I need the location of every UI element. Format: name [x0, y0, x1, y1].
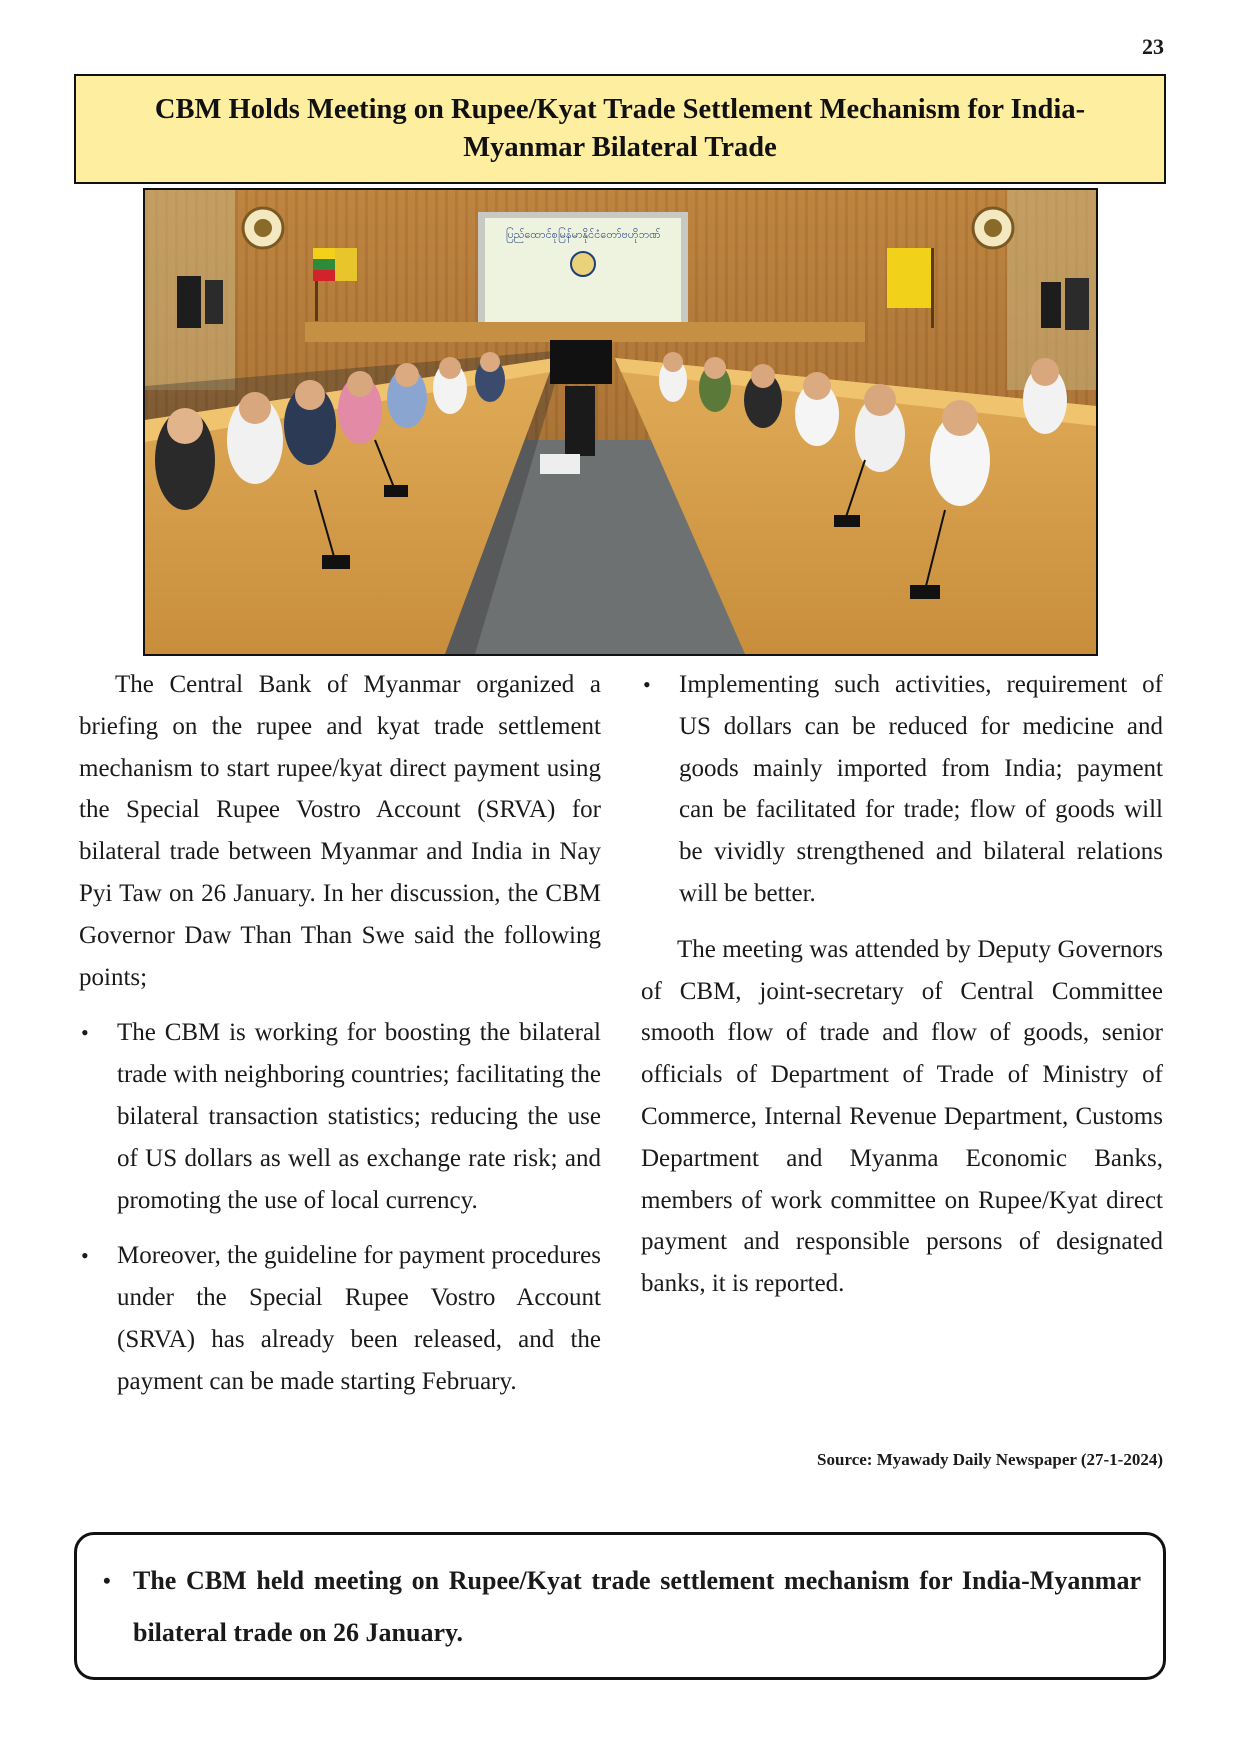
- right-bullet-list: [641, 664, 1163, 915]
- title-banner: [74, 74, 1166, 184]
- bullet-icon: •: [81, 1020, 89, 1046]
- bullet-text: Implementing such activities, requirement of US dollars can be reduced for medicine and goods mainly imported from India; payment can be facilitated for trade; flow of goods will be vividly strengthened and bilateral relations will be better.: [679, 671, 1163, 907]
- highlight-text: The CBM held meeting on Rupee/Kyat trade settlement mechanism for India-Myanmar bilateral trade on 26 January.: [133, 1566, 1141, 1647]
- article-title: CBM Holds Meeting on Rupee/Kyat Trade Settlement Mechanism for India-Myanmar Bilateral Trade: [154, 94, 1086, 163]
- highlight-box: [74, 1532, 1166, 1680]
- monitor: [550, 340, 612, 384]
- head-table: [305, 322, 865, 342]
- bullet-icon: •: [81, 1243, 89, 1269]
- projector: [540, 454, 580, 474]
- right-column: [641, 664, 1163, 1319]
- meeting-photo: [143, 188, 1098, 656]
- highlight-list: [97, 1555, 1141, 1659]
- speaker-right: [1041, 282, 1061, 328]
- highlight-item: [97, 1555, 1141, 1659]
- speaker-left: [177, 276, 201, 328]
- screen-logo-icon: [571, 252, 595, 276]
- bullet-text: Moreover, the guideline for payment procedures under the Special Rupee Vostro Account (SRVA) has already been released, and the payment can be made starting February.: [117, 1242, 601, 1395]
- list-item: [641, 664, 1163, 915]
- intro-paragraph: The Central Bank of Myanmar organized a briefing on the rupee and kyat trade settlement mechanism to start rupee/kyat direct payment using the Special Rupee Vostro Account (SRVA) for bilateral trade between Myanmar and India in Nay Pyi Taw on 26 January. In her discussion, the CBM Governor Daw Than Than Swe said the following points;: [79, 671, 601, 991]
- list-item: [79, 1235, 601, 1402]
- bullet-icon: •: [643, 672, 651, 697]
- closing-paragraph: The meeting was attended by Deputy Governors of CBM, joint-secretary of Central Committee smooth flow of trade and flow of goods, senior officials of Department of Trade of Ministry of Commerce, Internal Revenue Department, Customs Department and Myanma Economic Banks, members of work committee on Rupee/Kyat direct payment and responsible persons of designated banks, it is reported.: [641, 935, 1163, 1298]
- meeting-room-illustration: [145, 190, 1096, 654]
- left-column: [79, 664, 601, 1417]
- bullet-text: The CBM is working for boosting the bilateral trade with neighboring countries; facilitating the bilateral transaction statistics; reducing the use of US dollars as well as exchange rate risk; and promoting the use of local currency.: [117, 1019, 601, 1214]
- bullet-icon: •: [103, 1568, 111, 1593]
- left-bullet-list: [79, 1012, 601, 1402]
- page-number: 23: [1142, 34, 1164, 59]
- list-item: [79, 1012, 601, 1221]
- screen-text: ပြည်ထောင်စုမြန်မာနိုင်ငံတော်ဗဟိုဘဏ်: [505, 228, 661, 241]
- source-citation: Source: Myawady Daily Newspaper (27-1-2024): [817, 1450, 1163, 1469]
